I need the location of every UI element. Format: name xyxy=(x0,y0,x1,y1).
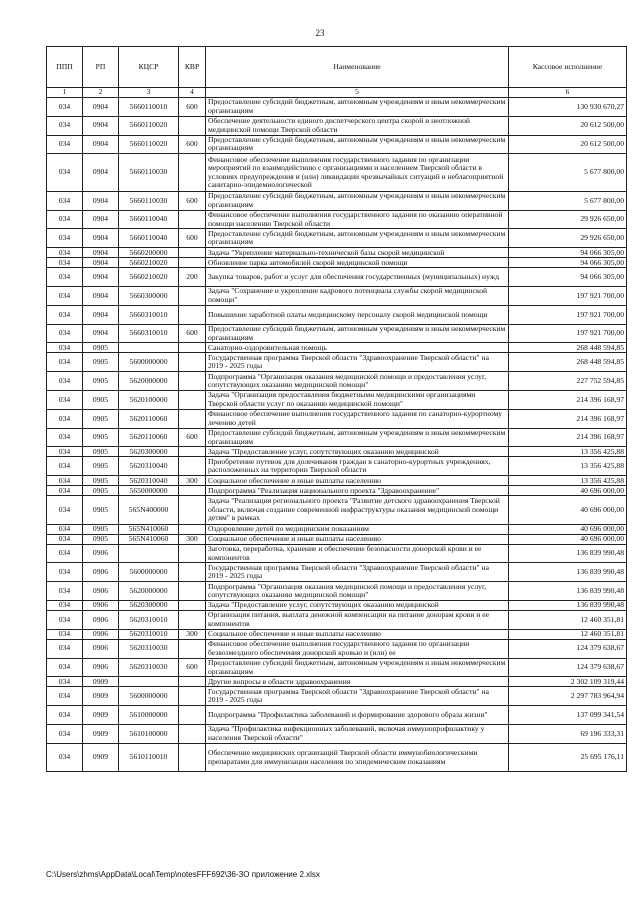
cell-name: Подпрограмма "Организация оказания медицинской помощи и предоставления услуг, сопутствующих оказанию медицинской помощи" xyxy=(206,582,509,601)
cell-ppp: 034 xyxy=(47,324,83,343)
cell-ppp: 034 xyxy=(47,154,83,192)
table-row xyxy=(47,248,627,258)
table-row xyxy=(47,658,627,677)
cell-name: Предоставление субсидий бюджетным, автономным учреждениям и иным некоммерческим организациям xyxy=(206,658,509,677)
cell-rp: 0904 xyxy=(83,287,119,306)
cell-kvr: 600 xyxy=(179,229,206,248)
cell-amount: 94 066 305,00 xyxy=(509,268,627,287)
cell-name: Оздоровление детей по медицинским показаниям xyxy=(206,524,509,534)
cell-ppp: 034 xyxy=(47,372,83,391)
cell-kcsr: 5600000000 xyxy=(119,687,179,706)
column-index-row xyxy=(47,88,627,98)
table-row xyxy=(47,534,627,544)
cell-ppp: 034 xyxy=(47,706,83,725)
cell-kcsr: 5610110010 xyxy=(119,743,179,771)
cell-amount: 136 839 990,48 xyxy=(509,563,627,582)
cell-kvr xyxy=(179,486,206,496)
cell-name: Государственная программа Тверской области "Здравоохранение Тверской области" на 2019 - 2025 годы xyxy=(206,353,509,372)
cell-kcsr: 5620310010 xyxy=(119,629,179,639)
cell-rp: 0904 xyxy=(83,210,119,229)
cell-ppp: 034 xyxy=(47,582,83,601)
cell-kcsr xyxy=(119,343,179,353)
cell-amount: 124 379 638,67 xyxy=(509,639,627,658)
cell-kcsr: 5620300000 xyxy=(119,601,179,611)
cell-kcsr: 5660110020 xyxy=(119,116,179,135)
cell-kvr xyxy=(179,743,206,771)
cell-rp: 0904 xyxy=(83,305,119,324)
cell-ppp: 034 xyxy=(47,116,83,135)
cell-ppp: 034 xyxy=(47,611,83,630)
table-row xyxy=(47,725,627,744)
cell-kcsr: 5650000000 xyxy=(119,486,179,496)
cell-kcsr: 5620000000 xyxy=(119,372,179,391)
cell-ppp: 034 xyxy=(47,409,83,428)
cell-amount: 13 356 425,88 xyxy=(509,457,627,476)
cell-amount: 136 839 990,48 xyxy=(509,601,627,611)
col-index: 3 xyxy=(119,88,179,98)
cell-amount: 214 396 168,97 xyxy=(509,428,627,447)
cell-amount: 12 460 351,81 xyxy=(509,611,627,630)
cell-kvr: 300 xyxy=(179,629,206,639)
cell-kvr: 300 xyxy=(179,476,206,486)
col-header-ppp: ППП xyxy=(47,47,83,88)
col-header-amount: Кассовое исполнение xyxy=(509,47,627,88)
cell-kcsr xyxy=(119,544,179,563)
cell-name: Подпрограмма "Реализация национального проекта "Здравоохранение" xyxy=(206,486,509,496)
table-row xyxy=(47,629,627,639)
cell-amount: 29 926 650,00 xyxy=(509,229,627,248)
cell-kcsr: 5620110060 xyxy=(119,428,179,447)
table-row xyxy=(47,210,627,229)
cell-rp: 0905 xyxy=(83,534,119,544)
cell-kvr xyxy=(179,524,206,534)
cell-kcsr: 5620310010 xyxy=(119,611,179,630)
cell-kcsr: 5620310030 xyxy=(119,658,179,677)
cell-amount: 20 612 500,00 xyxy=(509,135,627,154)
cell-ppp: 034 xyxy=(47,677,83,687)
cell-kvr xyxy=(179,287,206,306)
cell-kcsr: 5610000000 xyxy=(119,706,179,725)
table-row xyxy=(47,611,627,630)
cell-amount: 197 921 700,00 xyxy=(509,287,627,306)
cell-name: Подпрограмма "Профилактика заболеваний и формирование здорового образа жизни" xyxy=(206,706,509,725)
table-row xyxy=(47,268,627,287)
cell-name: Организация питания, выплата денежной компенсации на питание донорам крови и ее компонентов xyxy=(206,611,509,630)
col-header-rp: РП xyxy=(83,47,119,88)
cell-name: Заготовка, переработка, хранение и обеспечение безопасности донорской крови и ее компонентов xyxy=(206,544,509,563)
cell-kcsr: 5660110040 xyxy=(119,210,179,229)
cell-kcsr: 5620300000 xyxy=(119,447,179,457)
cell-amount: 130 930 670,27 xyxy=(509,98,627,117)
cell-kcsr: 5600000000 xyxy=(119,353,179,372)
cell-name: Предоставление субсидий бюджетным, автономным учреждениям и иным некоммерческим организациям xyxy=(206,229,509,248)
cell-rp: 0905 xyxy=(83,457,119,476)
cell-kcsr: 5620100000 xyxy=(119,391,179,410)
cell-name: Обеспечение медицинских организаций Тверской области иммунобиологическими препаратами для иммунизации населения по эпидемическим показаниям xyxy=(206,743,509,771)
cell-kvr xyxy=(179,706,206,725)
cell-amount: 40 696 000,00 xyxy=(509,524,627,534)
cell-name: Повышение заработной платы медицинскому персоналу скорой медицинской помощи xyxy=(206,305,509,324)
table-row xyxy=(47,391,627,410)
cell-kcsr: 5660200000 xyxy=(119,248,179,258)
cell-amount: 5 677 800,00 xyxy=(509,191,627,210)
cell-name: Финансовое обеспечение выполнения государственного задания по организации безвозмездного обеспечения донорской кровью и (или) ее xyxy=(206,639,509,658)
cell-kvr: 200 xyxy=(179,268,206,287)
cell-kcsr: 5610100000 xyxy=(119,725,179,744)
cell-ppp: 034 xyxy=(47,268,83,287)
cell-ppp: 034 xyxy=(47,258,83,268)
cell-name: Предоставление субсидий бюджетным, автономным учреждениям и иным некоммерческим организациям xyxy=(206,324,509,343)
cell-kcsr: 5660310010 xyxy=(119,324,179,343)
cell-name: Другие вопросы в области здравоохранения xyxy=(206,677,509,687)
cell-name: Задача "Организация предоставления бюджетными медицинскими организациями Тверской области услуг по оказанию медицинской помощи" xyxy=(206,391,509,410)
cell-rp: 0904 xyxy=(83,135,119,154)
cell-kvr xyxy=(179,305,206,324)
cell-kvr xyxy=(179,116,206,135)
cell-name: Предоставление субсидий бюджетным, автономным учреждениям и иным некоммерческим организациям xyxy=(206,191,509,210)
cell-rp: 0904 xyxy=(83,258,119,268)
cell-kvr xyxy=(179,563,206,582)
cell-kcsr: 5620310040 xyxy=(119,476,179,486)
cell-kcsr: 5620310040 xyxy=(119,457,179,476)
table-row xyxy=(47,191,627,210)
cell-amount: 124 379 638,67 xyxy=(509,658,627,677)
cell-name: Задача "Реализация регионального проекта "Развитие детского здравоохранения Тверской области, включая создание современной инфраструктуры оказания медицинской помощи детям" в рамках xyxy=(206,496,509,524)
cell-rp: 0906 xyxy=(83,658,119,677)
cell-amount: 12 460 351,81 xyxy=(509,629,627,639)
cell-name: Задача "Укрепление материально-технической базы скорой медицинской xyxy=(206,248,509,258)
cell-rp: 0906 xyxy=(83,601,119,611)
cell-amount: 69 196 333,31 xyxy=(509,725,627,744)
table-row xyxy=(47,677,627,687)
cell-amount: 40 696 000,00 xyxy=(509,496,627,524)
cell-rp: 0909 xyxy=(83,725,119,744)
cell-ppp: 034 xyxy=(47,457,83,476)
table-row xyxy=(47,706,627,725)
cell-rp: 0904 xyxy=(83,268,119,287)
cell-kcsr: 5660210020 xyxy=(119,268,179,287)
cell-name: Задача "Профилактика инфекционных заболеваний, включая иммунопрофилактику у населения Тверской области" xyxy=(206,725,509,744)
cell-rp: 0905 xyxy=(83,343,119,353)
col-header-kcsr: КЦСР xyxy=(119,47,179,88)
cell-ppp: 034 xyxy=(47,486,83,496)
col-index: 1 xyxy=(47,88,83,98)
cell-amount: 25 695 176,11 xyxy=(509,743,627,771)
header-row xyxy=(47,47,627,88)
cell-kcsr: 5660110030 xyxy=(119,191,179,210)
cell-rp: 0905 xyxy=(83,391,119,410)
table-row xyxy=(47,409,627,428)
cell-name: Приобретение путевок для долечивания граждан в санаторно-курортных учреждениях, расположенных на территории Тверской области xyxy=(206,457,509,476)
table-row xyxy=(47,457,627,476)
cell-kvr xyxy=(179,248,206,258)
cell-amount: 214 396 168,97 xyxy=(509,409,627,428)
cell-kvr xyxy=(179,409,206,428)
cell-rp: 0905 xyxy=(83,447,119,457)
cell-name: Государственная программа Тверской области "Здравоохранение Тверской области" на 2019 - 2025 годы xyxy=(206,563,509,582)
table-row xyxy=(47,639,627,658)
cell-ppp: 034 xyxy=(47,524,83,534)
cell-ppp: 034 xyxy=(47,743,83,771)
cell-ppp: 034 xyxy=(47,191,83,210)
cell-rp: 0906 xyxy=(83,629,119,639)
cell-kvr xyxy=(179,372,206,391)
cell-name: Государственная программа Тверской области "Здравоохранение Тверской области" на 2019 - 2025 годы xyxy=(206,687,509,706)
cell-ppp: 034 xyxy=(47,305,83,324)
cell-kcsr: 5620110060 xyxy=(119,409,179,428)
table-row xyxy=(47,447,627,457)
table-row xyxy=(47,324,627,343)
cell-kvr xyxy=(179,725,206,744)
cell-name: Финансовое обеспечение выполнения государственного задания по организации мероприятий по взаимодействию с организациями и населением Тверской области в условиях предупреждения и (или) ликвидации чрезвычайных ситуаций и неблагоприятной санитарно-эпидемиологической xyxy=(206,154,509,192)
cell-kvr: 600 xyxy=(179,658,206,677)
cell-rp: 0905 xyxy=(83,476,119,486)
cell-kvr xyxy=(179,447,206,457)
cell-amount: 20 612 500,00 xyxy=(509,116,627,135)
cell-kvr xyxy=(179,496,206,524)
cell-rp: 0904 xyxy=(83,324,119,343)
cell-kvr xyxy=(179,611,206,630)
cell-amount: 13 356 425,88 xyxy=(509,476,627,486)
cell-name: Социальное обеспечение и иные выплаты населению xyxy=(206,629,509,639)
table-row xyxy=(47,154,627,192)
cell-ppp: 034 xyxy=(47,98,83,117)
cell-amount: 197 921 700,00 xyxy=(509,324,627,343)
cell-amount: 136 839 990,48 xyxy=(509,582,627,601)
cell-kcsr: 5600000000 xyxy=(119,563,179,582)
cell-ppp: 034 xyxy=(47,639,83,658)
cell-ppp: 034 xyxy=(47,248,83,258)
cell-rp: 0905 xyxy=(83,524,119,534)
cell-amount: 137 099 341,54 xyxy=(509,706,627,725)
cell-rp: 0905 xyxy=(83,486,119,496)
cell-kcsr: 5660310010 xyxy=(119,305,179,324)
cell-ppp: 034 xyxy=(47,229,83,248)
cell-kvr xyxy=(179,544,206,563)
cell-rp: 0904 xyxy=(83,229,119,248)
cell-name: Задача "Предоставление услуг, сопутствующих оказанию медицинской xyxy=(206,601,509,611)
cell-amount: 13 356 425,88 xyxy=(509,447,627,457)
cell-rp: 0909 xyxy=(83,706,119,725)
cell-kcsr: 565N410060 xyxy=(119,524,179,534)
cell-kcsr: 5660300000 xyxy=(119,287,179,306)
table-row xyxy=(47,486,627,496)
table-row xyxy=(47,743,627,771)
table-row xyxy=(47,372,627,391)
table-row xyxy=(47,563,627,582)
table-row xyxy=(47,496,627,524)
cell-amount: 5 677 800,00 xyxy=(509,154,627,192)
cell-name: Предоставление субсидий бюджетным, автономным учреждениям и иным некоммерческим организациям xyxy=(206,428,509,447)
cell-kvr: 300 xyxy=(179,534,206,544)
cell-kvr xyxy=(179,582,206,601)
cell-rp: 0904 xyxy=(83,248,119,258)
cell-kvr xyxy=(179,391,206,410)
cell-kcsr: 5660110040 xyxy=(119,229,179,248)
cell-ppp: 034 xyxy=(47,544,83,563)
cell-kcsr: 565N410060 xyxy=(119,534,179,544)
cell-ppp: 034 xyxy=(47,447,83,457)
cell-name: Санаторно-оздоровительная помощь xyxy=(206,343,509,353)
table-body xyxy=(47,98,627,772)
cell-rp: 0906 xyxy=(83,563,119,582)
cell-kvr: 600 xyxy=(179,324,206,343)
cell-name: Закупка товаров, работ и услуг для обеспечения государственных (муниципальных) нужд xyxy=(206,268,509,287)
cell-ppp: 034 xyxy=(47,687,83,706)
cell-kvr xyxy=(179,258,206,268)
cell-amount: 268 448 594,85 xyxy=(509,353,627,372)
cell-kvr xyxy=(179,687,206,706)
cell-rp: 0904 xyxy=(83,191,119,210)
cell-rp: 0905 xyxy=(83,428,119,447)
cell-rp: 0906 xyxy=(83,611,119,630)
cell-rp: 0905 xyxy=(83,409,119,428)
cell-kcsr: 5660110020 xyxy=(119,135,179,154)
col-index: 6 xyxy=(509,88,627,98)
table-row xyxy=(47,544,627,563)
cell-amount: 268 448 594,85 xyxy=(509,343,627,353)
cell-name: Обновление парка автомобилей скорой медицинской помощи xyxy=(206,258,509,268)
cell-ppp: 034 xyxy=(47,658,83,677)
col-header-kvr: КВР xyxy=(179,47,206,88)
cell-amount: 2 297 783 964,94 xyxy=(509,687,627,706)
cell-ppp: 034 xyxy=(47,343,83,353)
cell-kvr: 600 xyxy=(179,428,206,447)
table-row xyxy=(47,287,627,306)
table-row xyxy=(47,687,627,706)
cell-name: Финансовое обеспечение выполнения государственного задания по санаторно-курортному лечению детей xyxy=(206,409,509,428)
cell-ppp: 034 xyxy=(47,629,83,639)
cell-name: Предоставление субсидий бюджетным, автономным учреждениям и иным некоммерческим организациям xyxy=(206,135,509,154)
cell-kvr xyxy=(179,343,206,353)
cell-name: Задача "Предоставление услуг, сопутствующих оказанию медицинской xyxy=(206,447,509,457)
cell-amount: 40 696 000,00 xyxy=(509,486,627,496)
col-index: 2 xyxy=(83,88,119,98)
cell-ppp: 034 xyxy=(47,563,83,582)
cell-kvr xyxy=(179,601,206,611)
cell-ppp: 034 xyxy=(47,534,83,544)
cell-ppp: 034 xyxy=(47,601,83,611)
table-row xyxy=(47,116,627,135)
cell-kvr: 600 xyxy=(179,135,206,154)
cell-rp: 0904 xyxy=(83,154,119,192)
table-row xyxy=(47,305,627,324)
cell-rp: 0905 xyxy=(83,372,119,391)
cell-name: Социальное обеспечение и иные выплаты населению xyxy=(206,534,509,544)
table-row xyxy=(47,258,627,268)
cell-ppp: 034 xyxy=(47,135,83,154)
cell-kcsr: 565N400000 xyxy=(119,496,179,524)
cell-rp: 0906 xyxy=(83,544,119,563)
page-number: 23 xyxy=(315,28,325,38)
table-row xyxy=(47,353,627,372)
cell-rp: 0909 xyxy=(83,687,119,706)
table-row xyxy=(47,98,627,117)
cell-name: Предоставление субсидий бюджетным, автономным учреждениям и иным некоммерческим организациям xyxy=(206,98,509,117)
cell-rp: 0905 xyxy=(83,353,119,372)
cell-kvr: 600 xyxy=(179,98,206,117)
cell-ppp: 034 xyxy=(47,210,83,229)
table-row xyxy=(47,476,627,486)
budget-table xyxy=(46,46,627,772)
cell-amount: 94 066 305,00 xyxy=(509,258,627,268)
cell-ppp: 034 xyxy=(47,428,83,447)
cell-rp: 0909 xyxy=(83,677,119,687)
cell-rp: 0904 xyxy=(83,116,119,135)
cell-amount: 227 752 594,85 xyxy=(509,372,627,391)
cell-amount: 197 921 700,00 xyxy=(509,305,627,324)
cell-amount: 136 839 990,48 xyxy=(509,544,627,563)
col-index: 4 xyxy=(179,88,206,98)
cell-amount: 214 396 168,97 xyxy=(509,391,627,410)
table-row xyxy=(47,524,627,534)
cell-kvr xyxy=(179,639,206,658)
cell-kcsr xyxy=(119,677,179,687)
cell-rp: 0905 xyxy=(83,496,119,524)
cell-ppp: 034 xyxy=(47,391,83,410)
cell-kcsr: 5620310030 xyxy=(119,639,179,658)
cell-name: Финансовое обеспечение выполнения государственного задания по оказанию оперативной помощи населению Тверской области xyxy=(206,210,509,229)
cell-kvr xyxy=(179,154,206,192)
cell-rp: 0904 xyxy=(83,98,119,117)
col-index: 5 xyxy=(206,88,509,98)
table-row xyxy=(47,135,627,154)
cell-rp: 0909 xyxy=(83,743,119,771)
cell-ppp: 034 xyxy=(47,725,83,744)
cell-ppp: 034 xyxy=(47,287,83,306)
table-row xyxy=(47,582,627,601)
table-row xyxy=(47,229,627,248)
cell-ppp: 034 xyxy=(47,353,83,372)
cell-kcsr: 5660210020 xyxy=(119,258,179,268)
cell-ppp: 034 xyxy=(47,496,83,524)
file-path-footer: C:\Users\zhms\AppData\Local\Temp\notesFFF692\36-ЗО приложение 2.xlsx xyxy=(46,870,320,879)
cell-kvr xyxy=(179,677,206,687)
cell-name: Подпрограмма "Организация оказания медицинской помощи и предоставления услуг, сопутствующих оказанию медицинской помощи" xyxy=(206,372,509,391)
cell-amount: 94 066 305,00 xyxy=(509,248,627,258)
cell-amount: 29 926 650,00 xyxy=(509,210,627,229)
cell-kvr xyxy=(179,457,206,476)
cell-amount: 40 696 000,00 xyxy=(509,534,627,544)
cell-kcsr: 5660110030 xyxy=(119,154,179,192)
table-row xyxy=(47,343,627,353)
cell-kcsr: 5660110010 xyxy=(119,98,179,117)
table-row xyxy=(47,428,627,447)
cell-ppp: 034 xyxy=(47,476,83,486)
cell-kvr: 600 xyxy=(179,191,206,210)
table-row xyxy=(47,601,627,611)
cell-name: Обеспечение деятельности единого диспетчерского центра скорой и неотложной медицинской помощи Тверской области xyxy=(206,116,509,135)
cell-name: Задача "Сохранение и укрепление кадрового потенциала службы скорой медицинской помощи" xyxy=(206,287,509,306)
cell-amount: 2 302 109 319,44 xyxy=(509,677,627,687)
cell-rp: 0906 xyxy=(83,582,119,601)
cell-rp: 0906 xyxy=(83,639,119,658)
cell-kvr xyxy=(179,210,206,229)
col-header-name: Наименование xyxy=(206,47,509,88)
cell-kcsr: 5620000000 xyxy=(119,582,179,601)
cell-name: Социальное обеспечение и иные выплаты населению xyxy=(206,476,509,486)
cell-kvr xyxy=(179,353,206,372)
